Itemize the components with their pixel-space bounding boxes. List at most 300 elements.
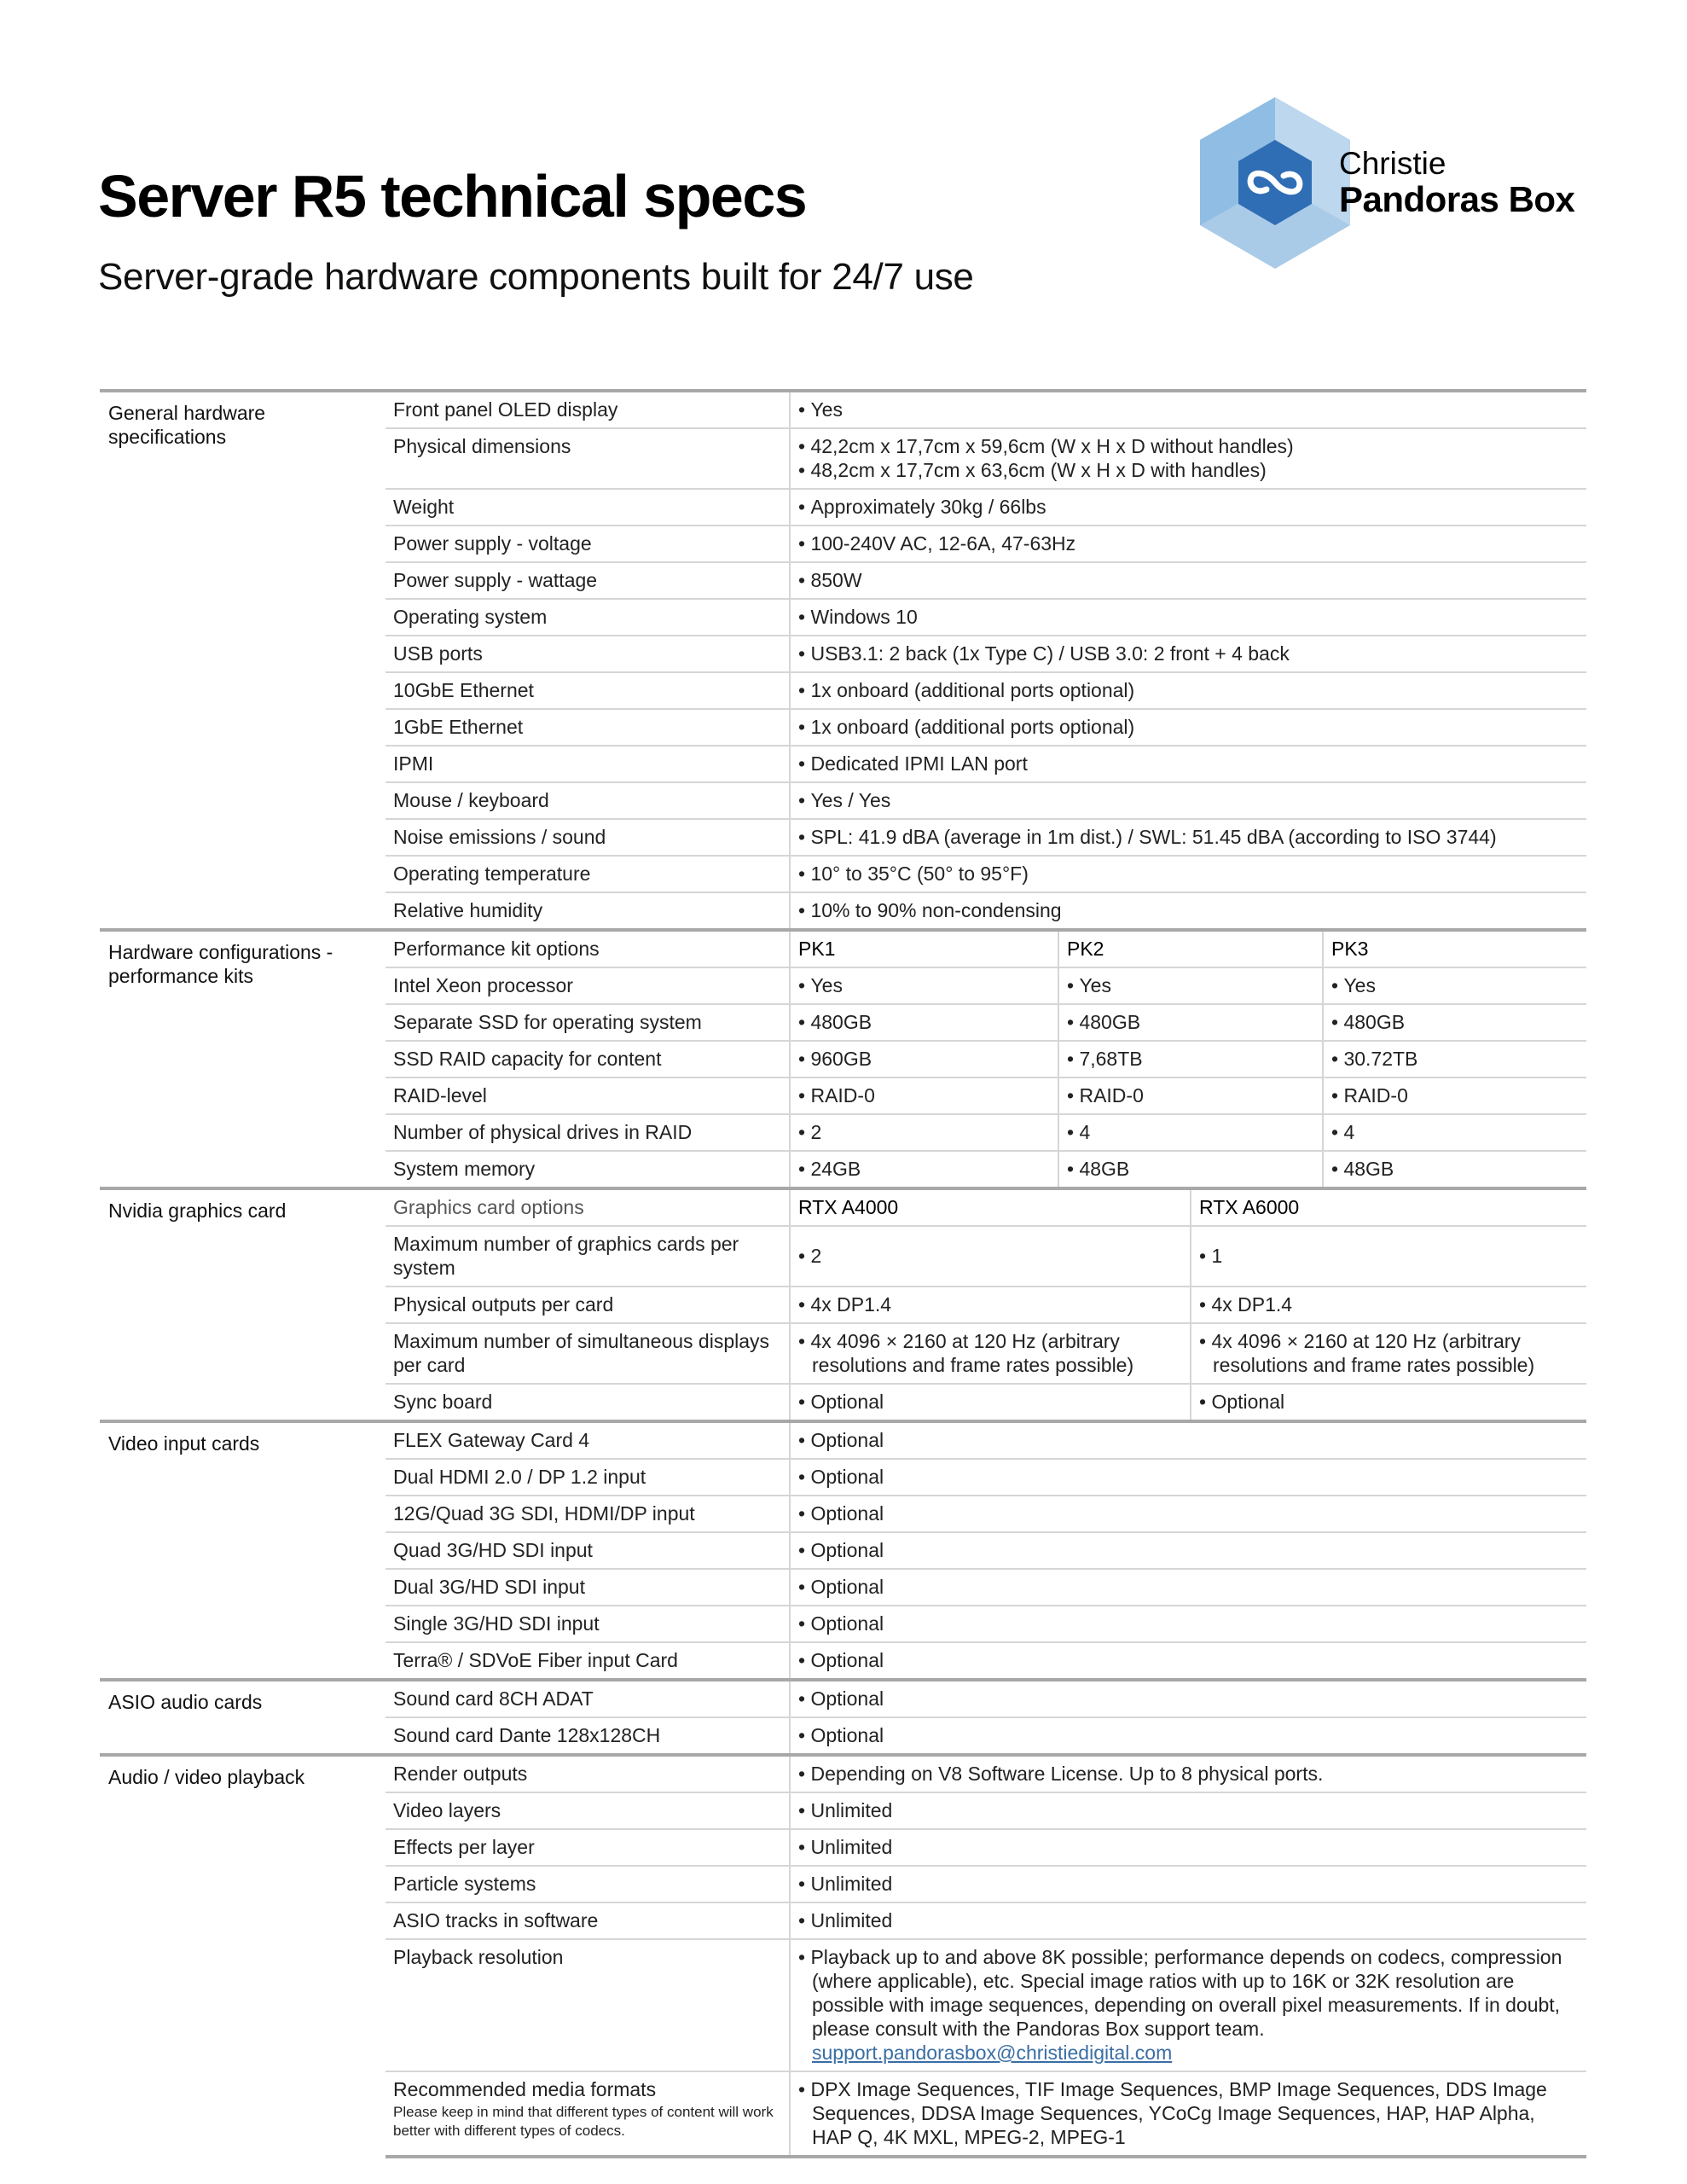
section-title-video	[100, 1421, 386, 1680]
bullet-icon	[798, 716, 810, 738]
value-text-wrap	[798, 642, 1578, 665]
value-text-wrap	[798, 1687, 1578, 1711]
value-text: 10% to 90% non-condensing	[810, 899, 1062, 921]
row-label	[386, 1384, 790, 1421]
bullet-icon	[798, 1799, 810, 1821]
value-text: 850W	[810, 569, 862, 591]
row-label-text: Physical dimensions	[393, 435, 571, 457]
section-title-text: Nvidia graphics card	[108, 1199, 287, 1222]
value-text: DPX Image Sequences, TIF Image Sequences, BMP Image Sequences, DDS Image Sequences, DDSA Image Sequences, YCoCg Image Sequences, HAP, HAP Alpha, HAP Q, 4K MXL, MPEG-2, MPEG-1	[810, 2078, 1547, 2148]
bullet-icon	[1331, 1121, 1343, 1143]
table-row	[100, 391, 1586, 428]
value-text: Optional	[810, 1429, 884, 1451]
row-value	[790, 1496, 1586, 1532]
value-text-wrap	[798, 1010, 1049, 1034]
value-text: Depending on V8 Software License. Up to 8 physical ports.	[810, 1763, 1324, 1785]
row-label-text: RAID-level	[393, 1084, 487, 1107]
row-value	[790, 2071, 1586, 2157]
bullet-icon	[1199, 1330, 1211, 1352]
row-value	[1323, 1004, 1586, 1041]
bullet-icon	[798, 1391, 810, 1413]
value-text-wrap	[1067, 1120, 1313, 1144]
value-text: Optional	[810, 1391, 884, 1413]
row-label-text: USB ports	[393, 642, 483, 665]
value-text: 480GB	[1343, 1011, 1406, 1033]
row-label-text: ASIO tracks in software	[393, 1909, 599, 1931]
row-value	[790, 1004, 1058, 1041]
value-text: Dedicated IPMI LAN port	[810, 752, 1028, 775]
value-text: RAID-0	[810, 1084, 875, 1107]
bullet-icon	[798, 1539, 810, 1561]
row-value	[790, 892, 1586, 930]
row-label	[386, 1717, 790, 1755]
value-text: Yes	[1343, 974, 1376, 996]
bullet-icon	[798, 1724, 810, 1746]
column-header-1	[790, 930, 1058, 967]
value-text-wrap	[1331, 1120, 1578, 1144]
bullet-icon	[798, 1576, 810, 1598]
bullet-icon	[1331, 1011, 1343, 1033]
row-label	[386, 1004, 790, 1041]
row-label	[386, 1680, 790, 1717]
value-text: 7,68TB	[1079, 1048, 1143, 1070]
row-label	[386, 672, 790, 709]
section-title-perf	[100, 930, 386, 1188]
row-value	[1191, 1226, 1586, 1287]
row-value	[790, 1151, 1058, 1188]
value-text: SPL: 41.9 dBA (average in 1m dist.) / SWL: 51.45 dBA (according to ISO 3744)	[810, 826, 1497, 848]
bullet-icon	[798, 532, 810, 555]
row-label-text: Mouse / keyboard	[393, 789, 549, 811]
value-text-wrap	[798, 1723, 1578, 1747]
value-text-wrap	[1331, 973, 1578, 997]
table-row	[100, 1421, 1586, 1459]
row-label	[386, 636, 790, 672]
table-header-row	[100, 1188, 1586, 1226]
value-text-wrap	[1199, 1329, 1578, 1377]
row-value	[790, 746, 1586, 782]
christie-pandoras-box-logo	[1198, 96, 1608, 270]
row-label-text: Maximum number of graphics cards per system	[393, 1233, 739, 1279]
row-value	[790, 782, 1586, 819]
row-label-text: Number of physical drives in RAID	[393, 1121, 693, 1143]
bullet-icon	[798, 2078, 810, 2100]
value-text-wrap	[798, 1120, 1049, 1144]
row-label-text: SSD RAID capacity for content	[393, 1048, 662, 1070]
value-text-wrap	[798, 2077, 1578, 2149]
row-label	[386, 1792, 790, 1829]
row-label-text: FLEX Gateway Card 4	[393, 1429, 590, 1451]
value-text-wrap	[1199, 1292, 1578, 1316]
value-text: RAID-0	[1079, 1084, 1144, 1107]
row-value	[1191, 1323, 1586, 1384]
section-title-text: Hardware configurations - performance kits	[108, 941, 333, 987]
row-value	[790, 1866, 1586, 1902]
row-label-text: Video layers	[393, 1799, 501, 1821]
bullet-icon	[798, 1466, 810, 1488]
table-row	[100, 1680, 1586, 1717]
bullet-icon	[798, 679, 810, 701]
pandoras-box-hexagon-logo-icon	[1198, 96, 1352, 270]
row-label-text: Weight	[393, 496, 455, 518]
value-text-wrap	[798, 825, 1578, 849]
row-value	[1191, 1384, 1586, 1421]
value-text-wrap	[798, 1244, 1181, 1268]
value-text-wrap	[798, 1648, 1578, 1672]
row-label-text: Recommended media formats	[393, 2078, 657, 2100]
row-label	[386, 1188, 790, 1226]
value-text: 48GB	[1343, 1158, 1394, 1180]
header-label-text: Graphics card options	[393, 1196, 584, 1218]
bullet-icon	[1199, 1245, 1211, 1267]
value-text-wrap	[1067, 1157, 1313, 1181]
value-text: Optional	[810, 1539, 884, 1561]
value-text-wrap	[798, 1157, 1049, 1181]
row-value	[790, 672, 1586, 709]
value-text: Optional	[810, 1576, 884, 1598]
row-label	[386, 1151, 790, 1188]
row-label	[386, 1642, 790, 1680]
section-title-text: General hardware specifications	[108, 402, 266, 448]
row-label-text: Maximum number of simultaneous displays per card	[393, 1330, 770, 1376]
bullet-icon	[1067, 1048, 1079, 1070]
row-value	[790, 967, 1058, 1004]
value-text: 4x 4096 × 2160 at 120 Hz (arbitrary resolutions and frame rates possible)	[810, 1330, 1134, 1376]
value-text: 1x onboard (additional ports optional)	[810, 716, 1135, 738]
row-label	[386, 709, 790, 746]
value-text: Optional	[810, 1466, 884, 1488]
value-text: Unlimited	[810, 1836, 893, 1858]
header-label-text: Performance kit options	[393, 938, 600, 960]
value-text-wrap	[798, 973, 1049, 997]
row-value	[1323, 967, 1586, 1004]
row-label	[386, 1287, 790, 1323]
row-value	[790, 391, 1586, 428]
column-header-text: PK3	[1331, 938, 1369, 960]
value-text-wrap	[798, 1428, 1578, 1452]
value-text: Unlimited	[810, 1799, 893, 1821]
row-label	[386, 819, 790, 856]
bullet-icon	[798, 606, 810, 628]
row-value	[1323, 1077, 1586, 1114]
bullet-icon	[798, 459, 810, 481]
row-label	[386, 526, 790, 562]
row-label-text: Sync board	[393, 1391, 493, 1413]
bullet-icon	[798, 1946, 810, 1968]
value-text: 30.72TB	[1343, 1048, 1418, 1070]
section-title-gpu	[100, 1188, 386, 1421]
row-label	[386, 746, 790, 782]
row-label	[386, 1902, 790, 1939]
row-label	[386, 1459, 790, 1496]
row-value	[790, 1226, 1191, 1287]
row-label-text: Operating system	[393, 606, 548, 628]
value-text: Windows 10	[810, 606, 918, 628]
bullet-icon	[1067, 974, 1079, 996]
value-text-wrap	[1331, 1083, 1578, 1107]
section-title-general	[100, 391, 386, 930]
row-value	[790, 1569, 1586, 1606]
row-label-text: Power supply - voltage	[393, 532, 592, 555]
value-text: 4	[1079, 1121, 1091, 1143]
bullet-icon	[1199, 1391, 1211, 1413]
row-label	[386, 782, 790, 819]
row-value	[790, 1532, 1586, 1569]
value-text: USB3.1: 2 back (1x Type C) / USB 3.0: 2 front + 4 back	[810, 642, 1290, 665]
row-label	[386, 489, 790, 526]
row-label-text: Playback resolution	[393, 1946, 564, 1968]
row-value	[790, 428, 1586, 489]
section-title-playback	[100, 1755, 386, 2157]
row-value	[790, 709, 1586, 746]
row-label-text: Particle systems	[393, 1873, 536, 1895]
row-value	[790, 1829, 1586, 1866]
value-text: RAID-0	[1343, 1084, 1408, 1107]
row-label	[386, 1606, 790, 1642]
column-header-text: PK1	[798, 938, 836, 960]
section-title-text: Audio / video playback	[108, 1766, 305, 1788]
value-text-wrap	[1199, 1244, 1578, 1268]
value-text-wrap	[798, 605, 1578, 629]
value-text: 4x 4096 × 2160 at 120 Hz (arbitrary resolutions and frame rates possible)	[1211, 1330, 1535, 1376]
bullet-icon	[1331, 1048, 1343, 1070]
value-text: 2	[810, 1121, 822, 1143]
value-text-wrap	[798, 1835, 1578, 1859]
row-label-text: Physical outputs per card	[393, 1293, 614, 1316]
row-value	[1058, 967, 1323, 1004]
value-text: 4	[1343, 1121, 1355, 1143]
column-header-text: PK2	[1067, 938, 1104, 960]
row-value	[790, 1755, 1586, 1792]
row-label	[386, 1226, 790, 1287]
bullet-icon	[798, 1245, 810, 1267]
value-text: 48GB	[1079, 1158, 1130, 1180]
column-header-2	[1058, 930, 1323, 967]
value-text: Unlimited	[810, 1873, 893, 1895]
bullet-icon	[1067, 1011, 1079, 1033]
bullet-icon	[798, 1909, 810, 1931]
row-value	[790, 526, 1586, 562]
value-text-wrap	[798, 1502, 1578, 1525]
value-text: Optional	[810, 1502, 884, 1525]
row-label-text: Intel Xeon processor	[393, 974, 573, 996]
column-header-2	[1191, 1188, 1586, 1226]
value-text-wrap	[798, 568, 1578, 592]
section-title-text: ASIO audio cards	[108, 1691, 263, 1713]
value-text: 42,2cm x 17,7cm x 59,6cm (W x H x D without handles)	[810, 435, 1294, 457]
row-value	[790, 489, 1586, 526]
row-label	[386, 1866, 790, 1902]
row-label-text: Quad 3G/HD SDI input	[393, 1539, 593, 1561]
value-text: Optional	[810, 1724, 884, 1746]
bullet-icon	[1331, 1084, 1343, 1107]
page-subtitle: Server-grade hardware components built for 24/7 use	[98, 256, 974, 298]
column-header-1	[790, 1188, 1191, 1226]
row-label-text: Effects per layer	[393, 1836, 535, 1858]
bullet-icon	[798, 1649, 810, 1671]
value-text: 2	[810, 1245, 822, 1267]
value-text-wrap	[798, 1538, 1578, 1562]
row-label-text: Power supply - wattage	[393, 569, 598, 591]
row-value	[790, 1459, 1586, 1496]
value-text-wrap	[1331, 1157, 1578, 1181]
row-label	[386, 1939, 790, 2071]
row-label	[386, 1323, 790, 1384]
row-note: Please keep in mind that different types of content will work better with different types of codecs.	[393, 2104, 774, 2139]
bullet-icon	[798, 1011, 810, 1033]
row-label-text: Noise emissions / sound	[393, 826, 606, 848]
row-value	[790, 1939, 1586, 2071]
bullet-icon	[798, 569, 810, 591]
row-label	[386, 391, 790, 428]
bullet-icon	[798, 1048, 810, 1070]
spec-table	[100, 389, 1586, 2158]
value-text: Optional	[1211, 1391, 1285, 1413]
row-value	[1323, 1151, 1586, 1188]
value-text-wrap	[1331, 1010, 1578, 1034]
logo-line-christie: Christie	[1339, 146, 1446, 181]
row-label-text: Operating temperature	[393, 863, 591, 885]
row-label-text: IPMI	[393, 752, 434, 775]
row-label-text: Sound card Dante 128x128CH	[393, 1724, 661, 1746]
table-row	[100, 1755, 1586, 1792]
row-label-text: Terra® / SDVoE Fiber input Card	[393, 1649, 678, 1671]
row-value	[1323, 1041, 1586, 1077]
row-label	[386, 599, 790, 636]
row-label	[386, 930, 790, 967]
bullet-icon	[798, 398, 810, 421]
value-text-wrap	[798, 715, 1578, 739]
row-value	[790, 1384, 1191, 1421]
row-label	[386, 562, 790, 599]
value-text: 24GB	[810, 1158, 861, 1180]
value-text-wrap	[1067, 973, 1313, 997]
value-text-wrap	[798, 434, 1578, 458]
bullet-icon	[798, 1502, 810, 1525]
logo-wordmark	[1339, 147, 1574, 218]
row-value	[790, 1606, 1586, 1642]
row-label-text: Relative humidity	[393, 899, 543, 921]
bullet-icon	[1067, 1084, 1079, 1107]
row-label-text: Single 3G/HD SDI input	[393, 1612, 600, 1635]
value-text: 1x onboard (additional ports optional)	[810, 679, 1135, 701]
value-text-wrap	[798, 1798, 1578, 1822]
row-value	[1058, 1004, 1323, 1041]
row-label-text: Dual HDMI 2.0 / DP 1.2 input	[393, 1466, 646, 1488]
row-value	[790, 1902, 1586, 1939]
value-text-wrap	[798, 1762, 1578, 1786]
bullet-icon	[798, 642, 810, 665]
value-text: Optional	[810, 1687, 884, 1710]
row-value	[790, 1642, 1586, 1680]
value-text-wrap	[798, 1465, 1578, 1489]
row-label-text: Front panel OLED display	[393, 398, 618, 421]
bullet-icon	[798, 1763, 810, 1785]
row-label-text: 1GbE Ethernet	[393, 716, 524, 738]
value-text-wrap	[798, 1047, 1049, 1071]
value-text: 4x DP1.4	[1211, 1293, 1293, 1316]
bullet-icon	[1067, 1121, 1079, 1143]
bullet-icon	[798, 496, 810, 518]
value-text-wrap	[798, 788, 1578, 812]
bullet-icon	[798, 1687, 810, 1710]
bullet-icon	[798, 1429, 810, 1451]
row-label	[386, 1569, 790, 1606]
row-value	[790, 1077, 1058, 1114]
value-text: Unlimited	[810, 1909, 893, 1931]
row-value	[790, 1287, 1191, 1323]
value-text-wrap	[798, 862, 1578, 886]
row-label-text: System memory	[393, 1158, 536, 1180]
column-header-text: RTX A6000	[1199, 1196, 1300, 1218]
row-value	[790, 1421, 1586, 1459]
bullet-icon	[798, 1293, 810, 1316]
bullet-icon	[798, 1158, 810, 1180]
row-value	[1058, 1041, 1323, 1077]
value-text: 480GB	[1079, 1011, 1141, 1033]
value-text: Yes	[810, 974, 843, 996]
row-value	[1323, 1114, 1586, 1151]
row-value	[1058, 1077, 1323, 1114]
value-text: Optional	[810, 1649, 884, 1671]
logo-line-pandoras-box: Pandoras Box	[1339, 179, 1575, 219]
row-value	[790, 819, 1586, 856]
value-text-wrap	[798, 1329, 1181, 1377]
value-text: 480GB	[810, 1011, 872, 1033]
row-value	[790, 1041, 1058, 1077]
bullet-icon	[798, 1330, 810, 1352]
row-label	[386, 1496, 790, 1532]
bullet-icon	[798, 1873, 810, 1895]
bullet-icon	[1331, 1158, 1343, 1180]
value-text: 10° to 35°C (50° to 95°F)	[810, 863, 1029, 885]
row-value	[790, 562, 1586, 599]
bullet-icon	[798, 1121, 810, 1143]
row-label	[386, 967, 790, 1004]
page-title: Server R5 technical specs	[98, 163, 807, 229]
value-text-wrap	[798, 1945, 1578, 2041]
support-email-link[interactable]: support.pandorasbox@christiedigital.com	[812, 2042, 1173, 2064]
bullet-icon	[1331, 974, 1343, 996]
value-text-wrap	[798, 398, 1578, 421]
value-text: Approximately 30kg / 66lbs	[810, 496, 1046, 518]
value-text: 960GB	[810, 1048, 872, 1070]
bullet-icon	[798, 1612, 810, 1635]
value-text-wrap	[798, 1908, 1578, 1932]
bullet-icon	[798, 1084, 810, 1107]
value-text-wrap	[798, 1083, 1049, 1107]
value-text-wrap	[1067, 1047, 1313, 1071]
row-label-text: Separate SSD for operating system	[393, 1011, 702, 1033]
bullet-icon	[798, 863, 810, 885]
value-text: 100-240V AC, 12-6A, 47-63Hz	[810, 532, 1076, 555]
value-text-wrap	[798, 495, 1578, 519]
row-value	[790, 1680, 1586, 1717]
row-value	[790, 856, 1586, 892]
row-label	[386, 2071, 790, 2157]
value-text-wrap	[798, 1390, 1181, 1414]
row-label	[386, 1829, 790, 1866]
value-text-wrap	[798, 1612, 1578, 1635]
row-label-text: Dual 3G/HD SDI input	[393, 1576, 585, 1598]
row-value	[790, 1792, 1586, 1829]
value-text: Playback up to and above 8K possible; performance depends on codecs, compression (where applicable), etc. Special image ratios with up to 16K or 32K resolution are possible with image sequences, depending on overall pixel measurements. If in doubt, please consult with the Pandoras Box support team.	[810, 1946, 1562, 2040]
bullet-icon	[1067, 1158, 1079, 1180]
row-value	[1058, 1151, 1323, 1188]
value-text: Yes	[810, 398, 843, 421]
value-text-wrap	[798, 531, 1578, 555]
row-label	[386, 1041, 790, 1077]
